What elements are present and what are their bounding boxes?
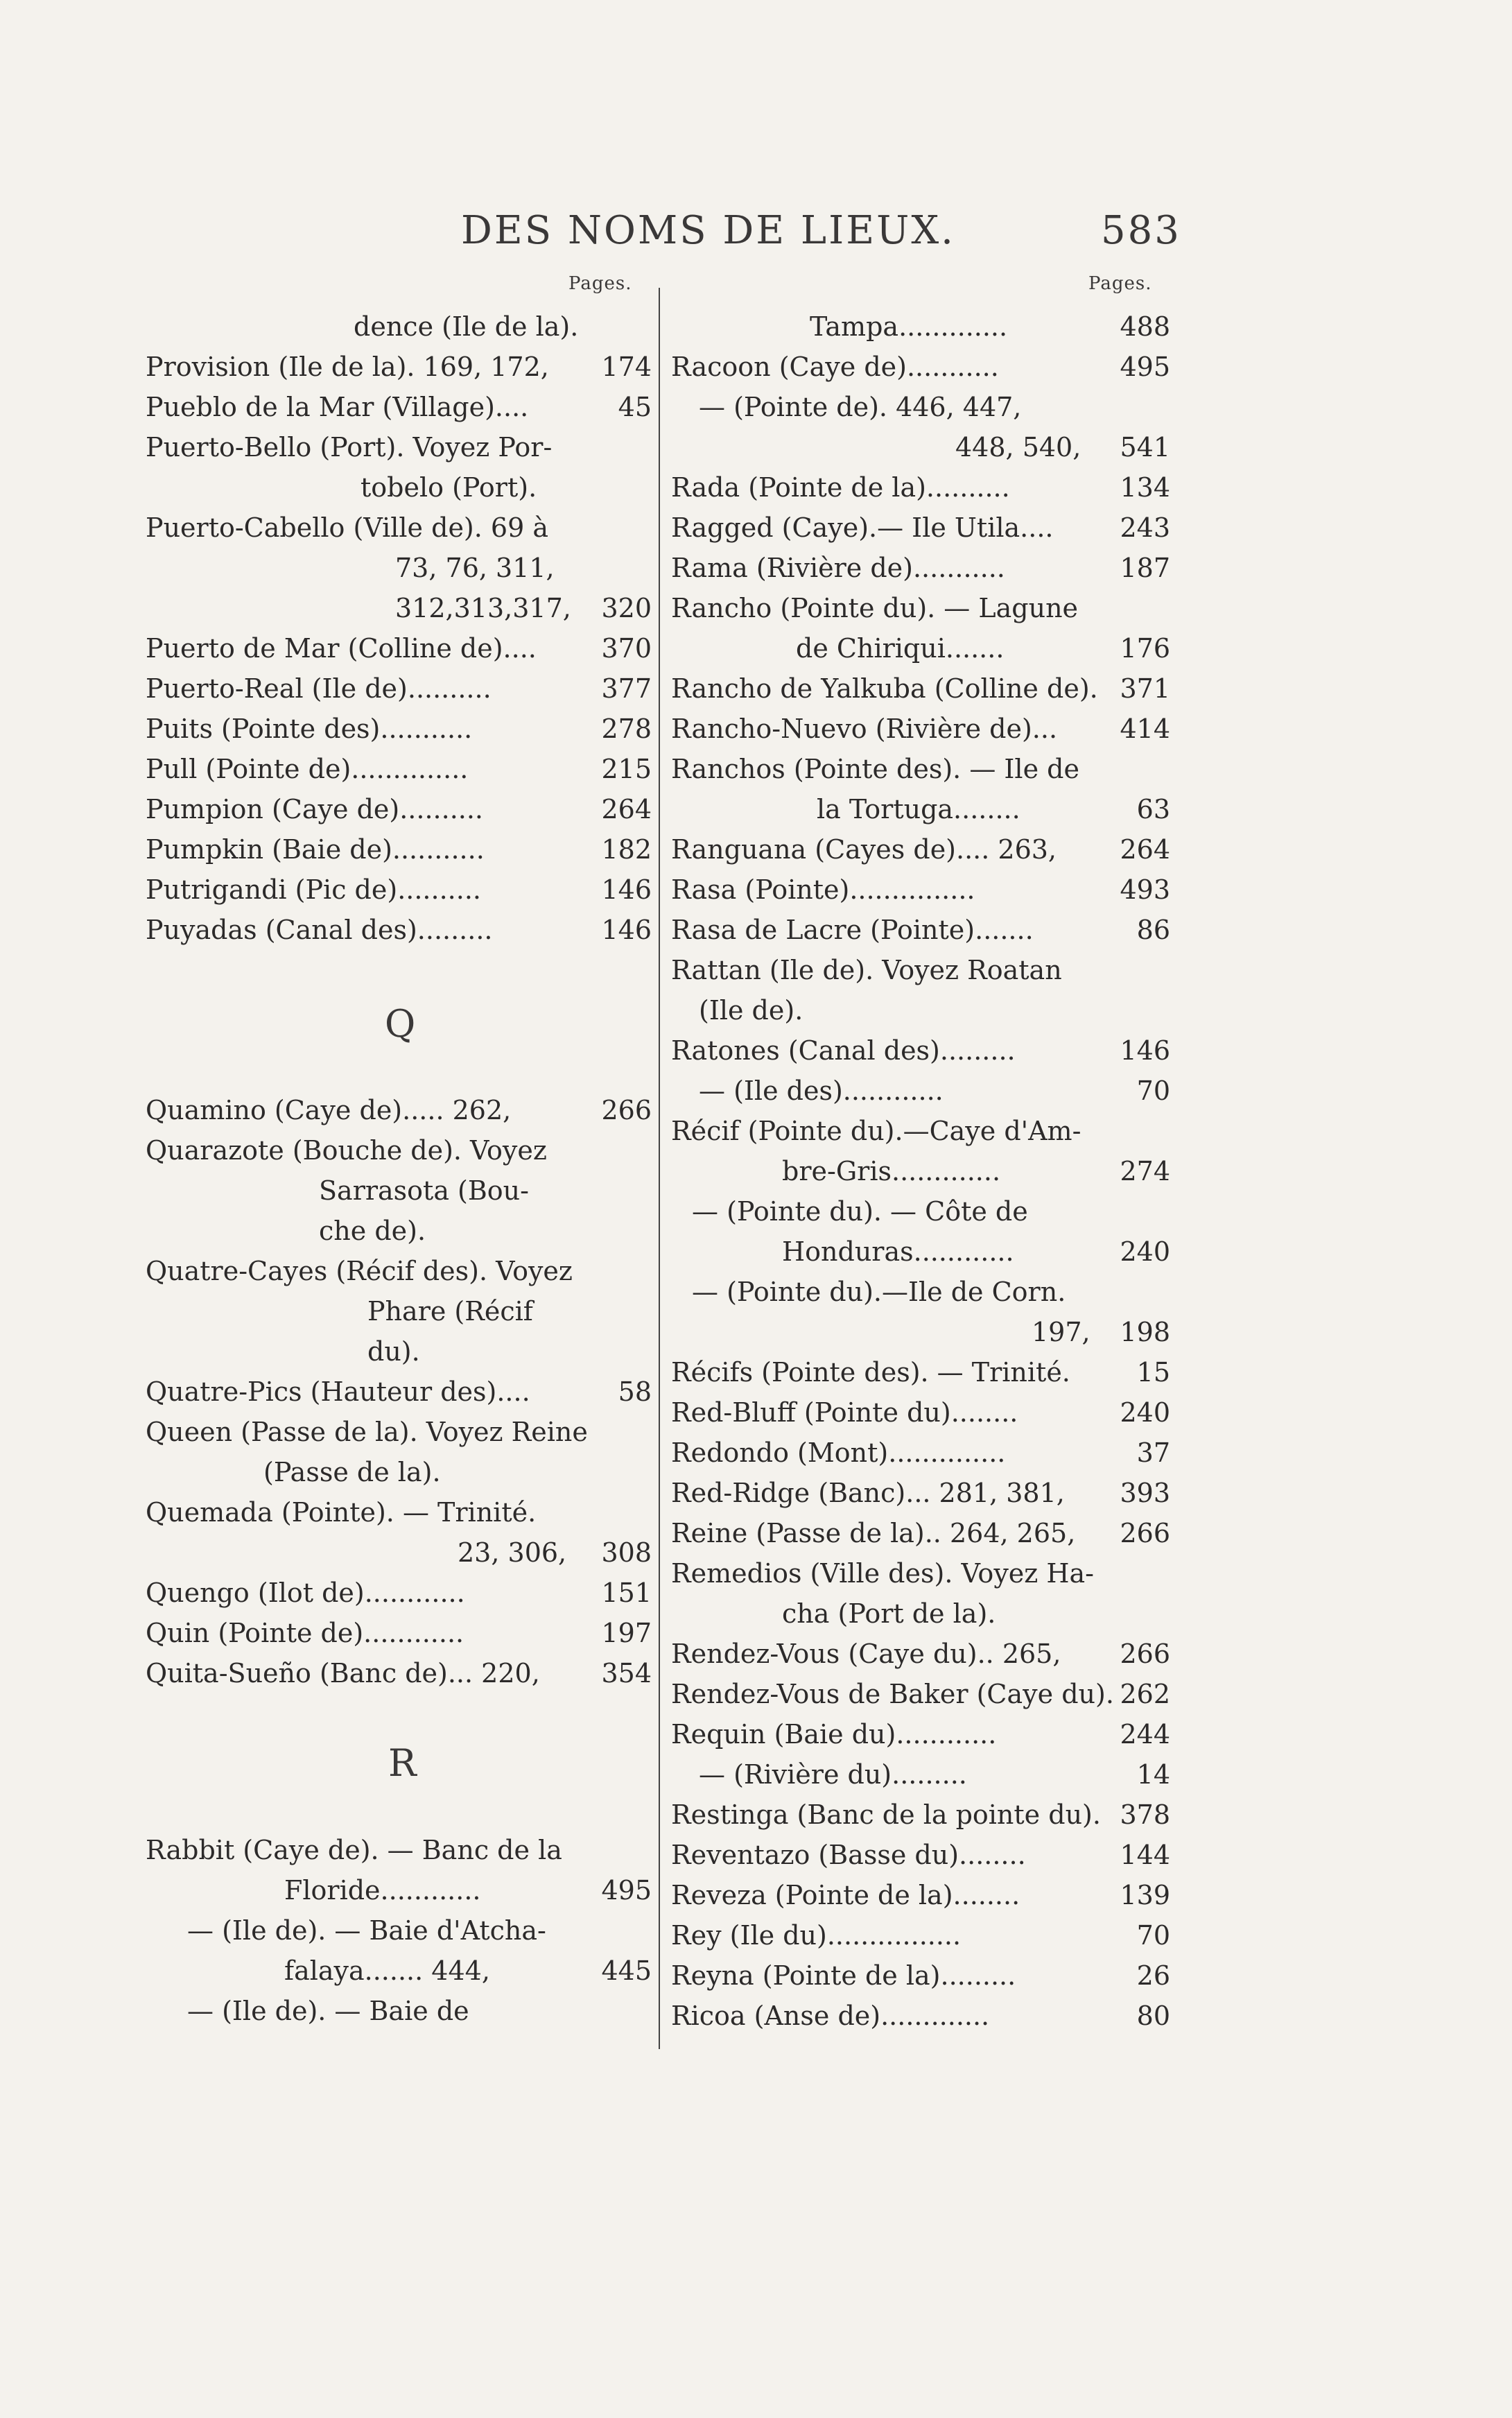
index-entry <box>146 1992 652 2030</box>
column-divider <box>659 288 660 2049</box>
entry-text: Quamino (Caye de)..... 262, <box>146 1095 512 1125</box>
entry-text: Floride............ <box>284 1875 481 1906</box>
index-entry <box>671 1675 1170 1713</box>
entry-text: Ricoa (Anse de)............. <box>671 2001 990 2031</box>
index-entry <box>671 709 1170 748</box>
entry-page-ref: 264 <box>1120 834 1170 865</box>
entry-page-ref: 370 <box>601 633 652 664</box>
entry-text: Quatre-Pics (Hauteur des).... <box>146 1376 530 1407</box>
index-entry <box>146 1614 652 1652</box>
entry-page-ref: 182 <box>601 834 652 865</box>
index-entry <box>671 910 1170 949</box>
entry-page-ref: 14 <box>1136 1759 1170 1790</box>
entry-text: Quin (Pointe de)............ <box>146 1618 464 1648</box>
index-entry <box>146 750 652 788</box>
index-entry <box>146 388 652 426</box>
entry-page-ref: 266 <box>1120 1518 1170 1548</box>
index-entry <box>671 1393 1170 1432</box>
index-entry <box>671 1755 1170 1794</box>
running-header: DES NOMS DE LIEUX. <box>461 208 955 253</box>
index-entry <box>146 669 652 708</box>
entry-text: Remedios (Ville des). Voyez Ha- <box>671 1558 1095 1589</box>
index-entry <box>146 1911 652 1950</box>
entry-text: Tampa............. <box>810 311 1008 342</box>
entry-text: Racoon (Caye de)........... <box>671 352 999 382</box>
index-entry <box>146 589 652 628</box>
entry-page-ref: 493 <box>1120 874 1170 905</box>
entry-page-ref: 266 <box>601 1095 652 1125</box>
index-entry <box>146 870 652 909</box>
entry-page-ref: 146 <box>601 915 652 945</box>
index-entry <box>146 468 652 507</box>
entry-text: Ratones (Canal des)......... <box>671 1035 1016 1066</box>
entry-text: — (Ile de). — Baie de <box>187 1996 469 2026</box>
entry-page-ref: 15 <box>1136 1357 1170 1388</box>
entry-page-ref: 244 <box>1120 1719 1170 1750</box>
section-letter-r: R <box>388 1741 417 1785</box>
entry-text: — (Pointe de). 446, 447, <box>699 392 1022 422</box>
entry-text: de Chiriqui....... <box>796 633 1005 664</box>
entry-text: falaya....... 444, <box>284 1955 490 1986</box>
entry-text: Rancho de Yalkuba (Colline de). <box>671 673 1098 704</box>
entry-text: Red-Ridge (Banc)... 281, 381, <box>671 1478 1065 1508</box>
index-entry <box>146 1332 652 1371</box>
entry-text: Rendez-Vous (Caye du).. 265, <box>671 1639 1061 1669</box>
entry-text: (Ile de). <box>699 995 803 1026</box>
entry-text: 23, 306, <box>458 1537 567 1568</box>
entry-text: Puerto de Mar (Colline de).... <box>146 633 537 664</box>
entry-text: — (Ile de). — Baie d'Atcha- <box>187 1915 546 1946</box>
entry-text: la Tortuga........ <box>817 794 1020 824</box>
index-entry <box>671 1313 1170 1352</box>
entry-text: — (Rivière du)......... <box>699 1759 967 1790</box>
index-entry <box>671 1554 1170 1593</box>
index-entry <box>671 1112 1170 1150</box>
index-entry <box>671 508 1170 547</box>
entry-page-ref: 378 <box>1120 1799 1170 1830</box>
index-entry <box>671 1715 1170 1754</box>
entry-page-ref: 80 <box>1136 2001 1170 2031</box>
index-entry <box>146 1654 652 1693</box>
entry-text: Puerto-Real (Ile de).......... <box>146 673 492 704</box>
index-entry <box>671 1514 1170 1553</box>
entry-text: Pueblo de la Mar (Village).... <box>146 392 529 422</box>
entry-page-ref: 274 <box>1120 1156 1170 1186</box>
index-entry <box>146 428 652 467</box>
index-entry <box>146 1292 652 1331</box>
entry-page-ref: 371 <box>1120 673 1170 704</box>
entry-text: Rancho-Nuevo (Rivière de)... <box>671 714 1058 744</box>
entry-text: cha (Port de la). <box>782 1598 996 1629</box>
entry-text: Rendez-Vous de Baker (Caye du). <box>671 1679 1114 1709</box>
entry-text: Quita-Sueño (Banc de)... 220, <box>146 1658 540 1689</box>
index-entry <box>146 629 652 668</box>
entry-text: che de). <box>319 1216 426 1246</box>
entry-text: Récif (Pointe du).—Caye d'Am- <box>671 1116 1081 1146</box>
entry-text: Rattan (Ile de). Voyez Roatan <box>671 955 1062 985</box>
entry-text: Reine (Passe de la).. 264, 265, <box>671 1518 1076 1548</box>
entry-text: Pull (Pointe de).............. <box>146 754 469 784</box>
section-letter-q: Q <box>385 1002 416 1046</box>
entry-page-ref: 146 <box>1120 1035 1170 1066</box>
index-entry <box>671 1031 1170 1070</box>
entry-text: Rancho (Pointe du). — Lagune <box>671 593 1079 623</box>
entry-text: dence (Ile de la). <box>354 311 579 342</box>
entry-text: Puerto-Cabello (Ville de). 69 à <box>146 512 549 543</box>
pages-label-right: Pages. <box>1088 273 1152 294</box>
index-entry <box>671 1474 1170 1512</box>
entry-text: Reventazo (Basse du)........ <box>671 1840 1026 1870</box>
entry-page-ref: 414 <box>1120 714 1170 744</box>
entry-text: Puyadas (Canal des)......... <box>146 915 493 945</box>
entry-text: (Passe de la). <box>263 1457 441 1487</box>
entry-text: Quemada (Pointe). — Trinité. <box>146 1497 537 1528</box>
entry-text: Rama (Rivière de)........... <box>671 553 1005 583</box>
index-entry <box>671 1634 1170 1673</box>
entry-text: 448, 540, <box>955 432 1081 463</box>
index-entry <box>671 1071 1170 1110</box>
entry-page-ref: 197 <box>601 1618 652 1648</box>
entry-page-ref: 26 <box>1136 1960 1170 1991</box>
index-entry <box>671 347 1170 386</box>
index-entry <box>146 508 652 547</box>
entry-page-ref: 278 <box>601 714 652 744</box>
entry-page-ref: 134 <box>1120 472 1170 503</box>
entry-text: Ranguana (Cayes de).... 263, <box>671 834 1057 865</box>
entry-text: — (Ile des)............ <box>699 1076 944 1106</box>
entry-page-ref: 187 <box>1120 553 1170 583</box>
index-entry <box>671 1795 1170 1834</box>
index-entry <box>671 1232 1170 1271</box>
index-entry <box>671 991 1170 1030</box>
entry-text: Putrigandi (Pic de).......... <box>146 874 481 905</box>
index-entry <box>671 1272 1170 1311</box>
entry-page-ref: 240 <box>1120 1397 1170 1428</box>
entry-text: Ragged (Caye).— Ile Utila.... <box>671 512 1054 543</box>
entry-page-ref: 495 <box>601 1875 652 1906</box>
index-entry <box>146 790 652 829</box>
index-entry <box>146 1413 652 1451</box>
entry-text: du). <box>367 1336 420 1367</box>
index-entry <box>671 388 1170 426</box>
index-entry <box>671 870 1170 909</box>
entry-text: Puerto-Bello (Port). Voyez Por- <box>146 432 553 463</box>
entry-text: Quatre-Cayes (Récif des). Voyez <box>146 1256 573 1286</box>
index-entry <box>146 709 652 748</box>
index-entry <box>671 1192 1170 1231</box>
index-entry <box>146 1252 652 1290</box>
index-entry <box>146 1831 652 1869</box>
index-entry <box>671 669 1170 708</box>
entry-text: 197, <box>1032 1317 1090 1347</box>
index-entry <box>146 549 652 587</box>
index-entry <box>146 1493 652 1532</box>
entry-text: Sarrasota (Bou- <box>319 1175 529 1206</box>
index-entry <box>671 307 1170 346</box>
entry-text: Ranchos (Pointe des). — Ile de <box>671 754 1079 784</box>
entry-page-ref: 86 <box>1136 915 1170 945</box>
entry-page-ref: 63 <box>1136 794 1170 824</box>
entry-text: Restinga (Banc de la pointe du). <box>671 1799 1101 1830</box>
index-entry <box>146 1091 652 1130</box>
entry-page-ref: 320 <box>601 593 652 623</box>
pages-label-left: Pages. <box>568 273 632 294</box>
entry-text: Phare (Récif <box>367 1296 533 1327</box>
entry-text: Rasa de Lacre (Pointe)....... <box>671 915 1034 945</box>
entry-page-ref: 445 <box>601 1955 652 1986</box>
index-entry <box>671 951 1170 990</box>
index-entry <box>671 1152 1170 1191</box>
entry-text: Puits (Pointe des)........... <box>146 714 473 744</box>
index-entry <box>671 1996 1170 2035</box>
index-entry <box>146 1533 652 1572</box>
entry-page-ref: 264 <box>601 794 652 824</box>
entry-text: Rada (Pointe de la).......... <box>671 472 1010 503</box>
entry-page-ref: 45 <box>618 392 652 422</box>
entry-page-ref: 176 <box>1120 633 1170 664</box>
entry-text: 312,313,317, <box>395 593 571 623</box>
entry-page-ref: 198 <box>1120 1317 1170 1347</box>
entry-page-ref: 174 <box>601 352 652 382</box>
index-entry <box>671 1594 1170 1633</box>
index-entry <box>671 468 1170 507</box>
index-entry <box>146 1573 652 1612</box>
index-entry <box>146 1951 652 1990</box>
index-entry <box>671 1353 1170 1392</box>
index-entry <box>146 1131 652 1170</box>
entry-page-ref: 240 <box>1120 1236 1170 1267</box>
entry-text: Queen (Passe de la). Voyez Reine <box>146 1417 588 1447</box>
index-entry <box>146 1171 652 1210</box>
entry-text: Reyna (Pointe de la)......... <box>671 1960 1016 1991</box>
entry-page-ref: 393 <box>1120 1478 1170 1508</box>
entry-page-ref: 146 <box>601 874 652 905</box>
index-entry <box>671 1836 1170 1874</box>
entry-text: Rabbit (Caye de). — Banc de la <box>146 1835 562 1865</box>
index-entry <box>146 1871 652 1910</box>
entry-text: Quengo (Ilot de)............ <box>146 1578 465 1608</box>
index-entry <box>671 1876 1170 1915</box>
entry-page-ref: 58 <box>618 1376 652 1407</box>
entry-page-ref: 151 <box>601 1578 652 1608</box>
entry-text: Pumpion (Caye de).......... <box>146 794 484 824</box>
entry-text: — (Pointe du).—Ile de Corn. <box>692 1277 1066 1307</box>
index-entry <box>671 1956 1170 1995</box>
entry-page-ref: 215 <box>601 754 652 784</box>
index-entry <box>671 1916 1170 1955</box>
index-entry <box>146 347 652 386</box>
entry-text: Honduras............ <box>782 1236 1014 1267</box>
entry-page-ref: 354 <box>601 1658 652 1689</box>
entry-text: Red-Bluff (Pointe du)........ <box>671 1397 1018 1428</box>
entry-page-ref: 70 <box>1136 1076 1170 1106</box>
index-entry <box>671 830 1170 869</box>
entry-text: Récifs (Pointe des). — Trinité. <box>671 1357 1070 1388</box>
entry-text: 73, 76, 311, <box>395 553 555 583</box>
entry-text: Redondo (Mont).............. <box>671 1437 1006 1468</box>
entry-text: Requin (Baie du)............ <box>671 1719 997 1750</box>
index-entry <box>671 549 1170 587</box>
index-entry <box>146 830 652 869</box>
entry-page-ref: 377 <box>601 673 652 704</box>
entry-page-ref: 541 <box>1120 432 1170 463</box>
entry-page-ref: 139 <box>1120 1880 1170 1910</box>
entry-page-ref: 70 <box>1136 1920 1170 1951</box>
entry-text: Reveza (Pointe de la)........ <box>671 1880 1020 1910</box>
index-entry <box>671 790 1170 829</box>
entry-text: bre-Gris............. <box>782 1156 1001 1186</box>
entry-page-ref: 488 <box>1120 311 1170 342</box>
index-entry <box>671 428 1170 467</box>
entry-page-ref: 495 <box>1120 352 1170 382</box>
page-number: 583 <box>1101 208 1181 253</box>
index-entry <box>146 1372 652 1411</box>
index-entry <box>146 307 652 346</box>
entry-text: Provision (Ile de la). 169, 172, <box>146 352 549 382</box>
index-entry <box>146 910 652 949</box>
index-entry <box>146 1453 652 1492</box>
entry-text: Quarazote (Bouche de). Voyez <box>146 1135 547 1166</box>
index-entry <box>671 750 1170 788</box>
entry-page-ref: 37 <box>1136 1437 1170 1468</box>
index-entry <box>671 1433 1170 1472</box>
index-entry <box>146 1211 652 1250</box>
entry-text: Rasa (Pointe)............... <box>671 874 975 905</box>
entry-page-ref: 144 <box>1120 1840 1170 1870</box>
index-entry <box>671 589 1170 628</box>
entry-page-ref: 243 <box>1120 512 1170 543</box>
entry-text: Rey (Ile du)................ <box>671 1920 962 1951</box>
entry-text: tobelo (Port). <box>360 472 537 503</box>
index-entry <box>671 629 1170 668</box>
entry-text: — (Pointe du). — Côte de <box>692 1196 1028 1227</box>
entry-page-ref: 262 <box>1120 1679 1170 1709</box>
entry-text: Pumpkin (Baie de)........... <box>146 834 485 865</box>
entry-page-ref: 266 <box>1120 1639 1170 1669</box>
entry-page-ref: 308 <box>601 1537 652 1568</box>
